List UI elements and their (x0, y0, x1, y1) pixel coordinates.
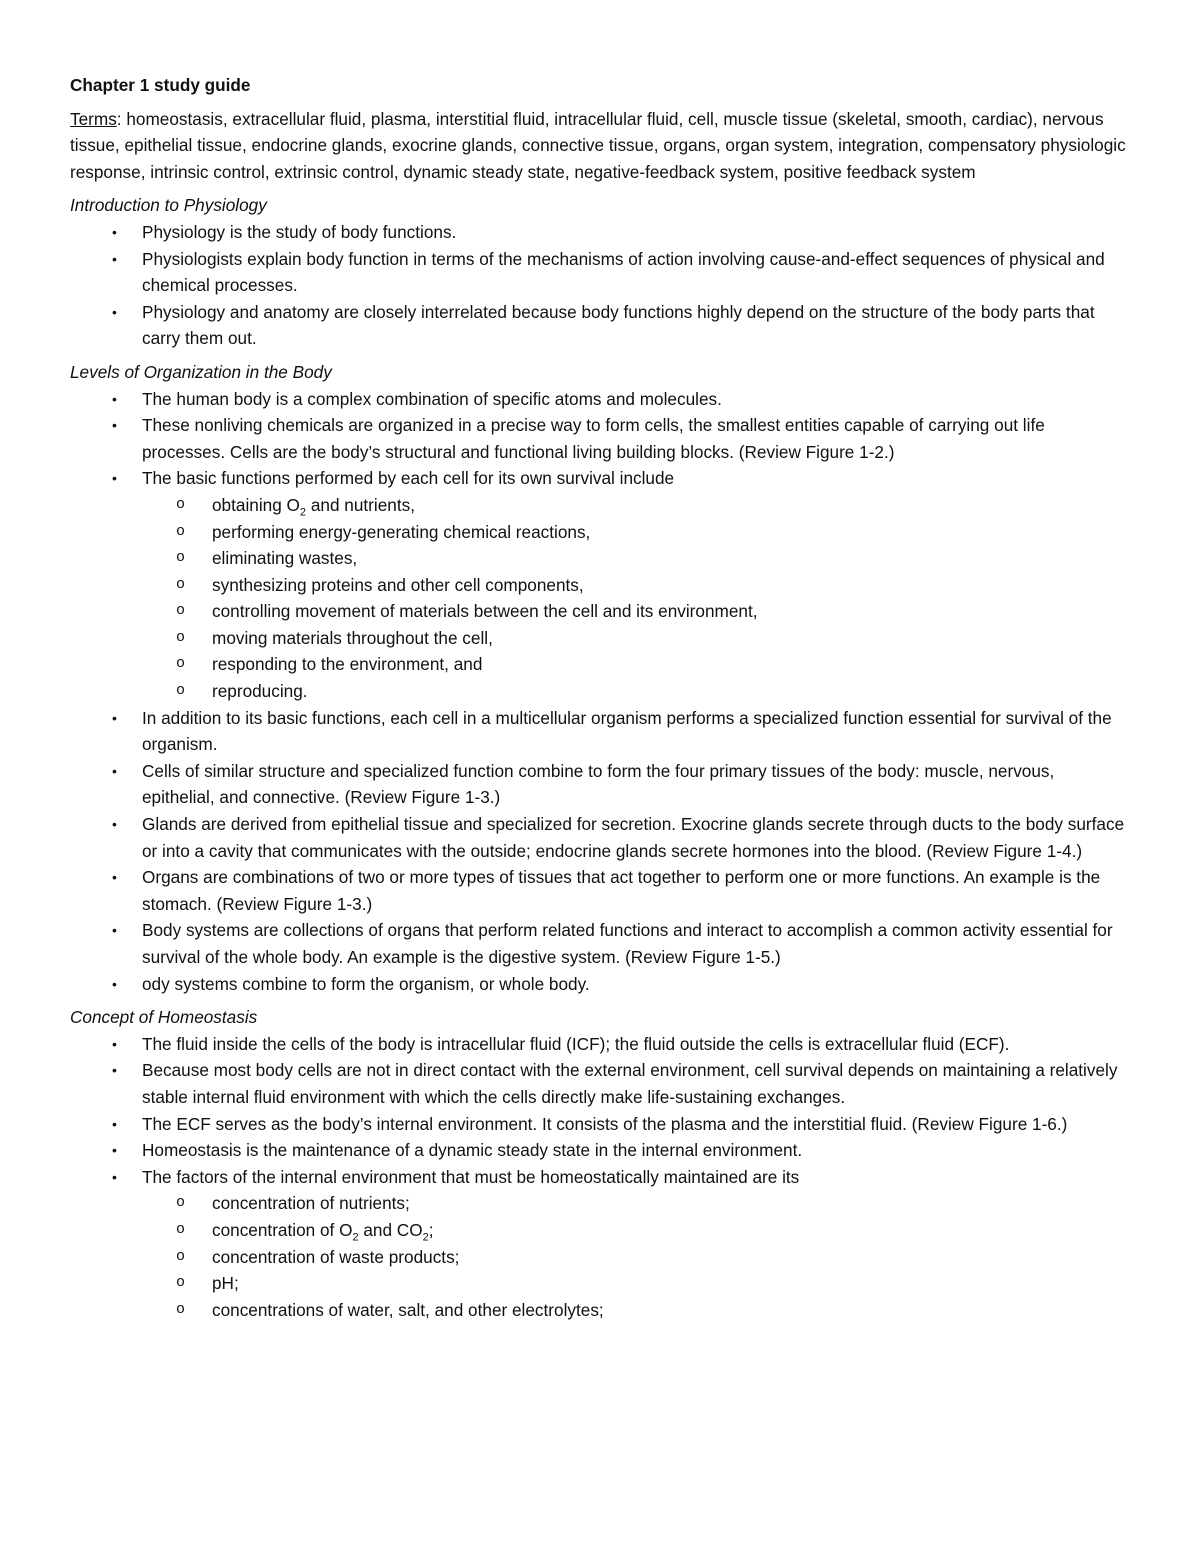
list-item: • The basic functions performed by each cell for its own survival include o obtaining $O_2$ and nutrients, o performing energy-generating chemical reactions, o eliminating wastes, o synthesizing proteins and other cell components, o controlling movement of materials between the cell and its environment, o moving materials throughout the cell, o responding to the environment, and o reproducing. (70, 465, 1130, 704)
list-item: • Homeostasis is the maintenance of a dynamic steady state in the internal environment. (70, 1137, 1130, 1164)
sub-list-item: o pH; (70, 1270, 1130, 1297)
bullet-list-homeostasis (70, 1031, 1130, 1324)
sub-list-item: o concentration of $O_2$ and $CO_2$; (70, 1217, 1130, 1244)
bullet-icon: • (112, 1035, 117, 1052)
bullet-icon: • (112, 709, 117, 726)
list-item: • Physiologists explain body function in terms of the mechanisms of action involving cause-and-effect sequences of physical and chemical processes. (70, 246, 1130, 299)
sub-list-item: o controlling movement of materials between the cell and its environment, (70, 598, 1130, 625)
sub-bullet-icon: o (176, 495, 186, 513)
bullet-icon: • (112, 1062, 117, 1079)
section-heading-introduction: Introduction to Physiology (70, 195, 267, 216)
terms-text: : homeostasis, extracellular fluid, plasma, interstitial fluid, intracellular fluid, cell, muscle tissue (skeletal, smooth, cardiac), nervous tissue, epithelial tissue, endocrine glands, exocrine glands, connective tissue, organs, organ system, integration, compensatory physiologic response, intrinsic control, extrinsic control, dynamic steady state, negative-feedback system, positive feedback system (70, 108, 1126, 182)
bullet-icon: • (112, 303, 117, 320)
list-item: • Physiology is the study of body functions. (70, 219, 1130, 246)
sub-list-item: o responding to the environment, and (70, 651, 1130, 678)
sub-bullet-icon: o (176, 628, 186, 646)
sub-bullet-icon: o (176, 1194, 186, 1212)
bullet-list-introduction (70, 219, 1130, 352)
sub-list-item: o reproducing. (70, 678, 1130, 705)
sub-list-item: o eliminating wastes, (70, 545, 1130, 572)
list-item: • ody systems combine to form the organism, or whole body. (70, 971, 1130, 998)
list-item: • Physiology and anatomy are closely interrelated because body functions highly depend on the structure of the body parts that carry them out. (70, 299, 1130, 352)
terms-label: Terms (70, 108, 117, 129)
sub-bullet-icon: o (176, 575, 186, 593)
sub-bullet-icon: o (176, 522, 186, 540)
document-title: Chapter 1 study guide (70, 75, 251, 95)
sub-list-cell-functions (142, 492, 1130, 705)
sub-list-item: o concentration of waste products; (70, 1244, 1130, 1271)
bullet-icon: • (112, 869, 117, 886)
sub-list-item: o concentrations of water, salt, and other electrolytes; (70, 1297, 1130, 1324)
bullet-icon: • (112, 1142, 117, 1159)
bullet-icon: • (112, 470, 117, 487)
section-heading-homeostasis: Concept of Homeostasis (70, 1007, 258, 1028)
bullet-icon: • (112, 922, 117, 939)
list-item: • The factors of the internal environment that must be homeostatically maintained are its o concentration of nutrients; o concentration of $O_2$ and $CO_2$; o concentration of waste products; o pH; o concentrations of water, salt, and other electrolytes; (70, 1164, 1130, 1324)
sub-list-homeostatic-factors (142, 1190, 1130, 1323)
bullet-icon: • (112, 975, 117, 992)
list-item: • Organs are combinations of two or more types of tissues that act together to perform one or more functions. An example is the stomach. (Review Figure 1-3.) (70, 864, 1130, 917)
bullet-list-levels (70, 386, 1130, 998)
bullet-icon: • (112, 1168, 117, 1185)
sub-bullet-icon: o (176, 682, 186, 700)
list-item: • The ECF serves as the body’s internal environment. It consists of the plasma and the interstitial fluid. (Review Figure 1-6.) (70, 1111, 1130, 1138)
list-item: • The fluid inside the cells of the body is intracellular fluid (ICF); the fluid outside the cells is extracellular fluid (ECF). (70, 1031, 1130, 1058)
bullet-icon: • (112, 762, 117, 779)
bullet-icon: • (112, 390, 117, 407)
sub-bullet-icon: o (176, 602, 186, 620)
list-item: • The human body is a complex combination of specific atoms and molecules. (70, 386, 1130, 413)
bullet-icon: • (112, 250, 117, 267)
sub-list-item: o concentration of nutrients; (70, 1190, 1130, 1217)
bullet-icon: • (112, 417, 117, 434)
sub-list-item: o obtaining $O_2$ and nutrients, (70, 492, 1130, 519)
list-item: • Cells of similar structure and specialized function combine to form the four primary tissues of the body: muscle, nervous, epithelial, and connective. (Review Figure 1-3.) (70, 758, 1130, 811)
bullet-icon: • (112, 1115, 117, 1132)
sub-list-item: o performing energy-generating chemical reactions, (70, 519, 1130, 546)
bullet-icon: • (112, 816, 117, 833)
terms-paragraph (70, 106, 1130, 186)
bullet-icon: • (112, 223, 117, 240)
sub-bullet-icon: o (176, 1300, 186, 1318)
sub-bullet-icon: o (176, 1220, 186, 1238)
list-item: • Because most body cells are not in direct contact with the external environment, cell survival depends on maintaining a relatively stable internal fluid environment with which the cells directly make life-sustaining exchanges. (70, 1057, 1130, 1110)
list-item: • These nonliving chemicals are organized in a precise way to form cells, the smallest entities capable of carrying out life processes. Cells are the body’s structural and functional living building blocks. (Review Figure 1-2.) (70, 412, 1130, 465)
list-item: • Body systems are collections of organs that perform related functions and interact to accomplish a common activity essential for survival of the whole body. An example is the digestive system. (Review Figure 1-5.) (70, 917, 1130, 970)
section-heading-levels: Levels of Organization in the Body (70, 361, 332, 382)
list-item: • Glands are derived from epithelial tissue and specialized for secretion. Exocrine glands secrete through ducts to the body surface or into a cavity that communicates with the outside; endocrine glands secrete hormones into the blood. (Review Figure 1-4.) (70, 811, 1130, 864)
sub-bullet-icon: o (176, 655, 186, 673)
sub-list-item: o moving materials throughout the cell, (70, 625, 1130, 652)
list-item: • In addition to its basic functions, each cell in a multicellular organism performs a specialized function essential for survival of the organism. (70, 705, 1130, 758)
sub-bullet-icon: o (176, 1247, 186, 1265)
sub-list-item: o synthesizing proteins and other cell components, (70, 572, 1130, 599)
sub-bullet-icon: o (176, 549, 186, 567)
sub-bullet-icon: o (176, 1274, 186, 1292)
